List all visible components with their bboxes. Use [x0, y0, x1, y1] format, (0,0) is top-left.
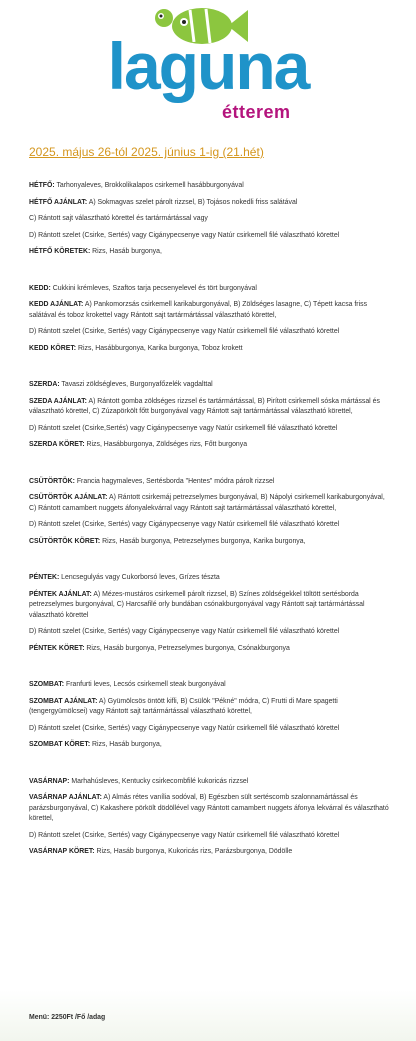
menu-line [29, 724, 389, 735]
menu-line [29, 520, 389, 531]
menu-line [29, 477, 389, 488]
menu-line-text: Tavaszi zöldségleves, Burgonyafőzelék vagdalttal [59, 381, 213, 388]
menu-line-label: KEDD: [29, 284, 51, 292]
menu-line-label: HÉTFŐ: [29, 182, 55, 189]
menu-line [29, 847, 389, 858]
menu-line-label: KEDD KÖRET: [29, 344, 77, 352]
menu-line-label: PÉNTEK: [29, 574, 60, 581]
menu-line-text: A) Sokmagvas szelet párolt rizzsel, B) Tojásos nokedli friss salátával [87, 198, 298, 206]
menu-line-text: C) Rántott sajt választható körettel és tartármártással vagy [29, 215, 208, 222]
day-block [29, 680, 389, 751]
menu-line-text: Rizs, Hasáb burgonya, [90, 741, 162, 748]
menu-content [29, 181, 389, 884]
menu-line-text: D) Rántott szelet (Csirke, Sertés) vagy Cigánypecsenye vagy Natúr csirkemell filé választható körettel [29, 328, 340, 335]
menu-line-text: A) Gyümölcsös öntött kifli, B) Csülök "Pékné" módra, C) Frutti di Mare spagetti (tengergyümölcsei) vagy Rántott sajt tartármártással választható körettel, [29, 697, 338, 715]
logo-wordmark: laguna [107, 29, 309, 103]
menu-line [29, 397, 389, 418]
menu-line-label: HÉTFŐ KÖRETEK: [29, 248, 91, 255]
menu-line-text: D) Rántott szelet (Csirke, Sertés) vagy Cigánypecsenye vagy Natúr csirkemell filé választható körettel [29, 628, 340, 635]
day-block [29, 284, 389, 355]
menu-line [29, 344, 389, 355]
menu-line-label: CSÜTÖRTÖK: [29, 477, 75, 485]
menu-line [29, 627, 389, 638]
menu-line [29, 440, 389, 451]
menu-line [29, 793, 389, 825]
menu-line-label: SZERDA KÖRET: [29, 441, 85, 448]
menu-line-text: D) Rántott szelet (Csirke, Sertés) vagy Cigánypecsenye vagy Natúr csirkemell filé választható körettel [29, 724, 340, 732]
logo [0, 0, 416, 135]
menu-line-text: Franfurti leves, Lecsós csirkemell steak burgonyával [64, 681, 226, 688]
menu-line-text: Rizs, Hasáb burgonya, Kukoricás rizs, Parázsburgonya, Dödölle [94, 848, 293, 855]
menu-line [29, 777, 389, 788]
menu-line [29, 380, 389, 391]
menu-line [29, 181, 389, 192]
menu-line-label: CSÜTÖRTÖK AJÁNLAT: [29, 494, 108, 501]
menu-line-label: SZERDA: [29, 381, 60, 388]
menu-line-text: A) Rántott csirkemáj petrezselymes burgonyával, B) Nápolyi csirkemell karikaburgonyával, C) Rántott camambert nuggets áfonyalekvárral vagy Rántott sajt tartármártással választható körettel, [29, 494, 385, 512]
menu-line-text: Tarhonyaleves, Brokkolikalapos csirkemell hasábburgonyával [54, 182, 244, 189]
logo-subtitle: étterem [222, 102, 291, 122]
menu-line [29, 300, 389, 321]
menu-line [29, 424, 389, 435]
menu-line-text: Rizs, Hasáb burgonya, [90, 248, 162, 255]
menu-line-text: Rizs, Hasábburgonya, Karika burgonya, Toboz krokett [76, 344, 243, 352]
menu-line-label: VASÁRNAP KÖRET: [29, 848, 95, 855]
menu-line-label: PÉNTEK KÖRET: [29, 644, 85, 652]
menu-line [29, 590, 389, 622]
menu-line-text: Cukkini krémleves, Szaftos tarja pecsenyelevel és tört burgonyával [50, 284, 257, 292]
menu-line-text: D) Rántott szelet (Csirke,Sertés) vagy Cigánypecsenye vagy Natúr csirkemell filé választható körettel [29, 424, 338, 432]
menu-line-text: D) Rántott szelet (Csirke, Sertés) vagy Cigánypecsenye vagy Natúr csirkemell filé választható körettel [29, 831, 340, 839]
menu-line [29, 573, 389, 584]
menu-line-text: A) Pankomorzsás csirkemell karikaburgonyával, B) Zöldséges lasagne, C) Tépett kacsa friss salátával és toboz krokettel vagy Rántott sajt tartármártással választható körettel, [29, 301, 368, 319]
menu-line [29, 831, 389, 842]
menu-line [29, 198, 389, 209]
menu-line [29, 214, 389, 225]
menu-line-label: SZEDA AJÁNLAT: [29, 397, 87, 405]
menu-line-label: SZOMBAT: [29, 681, 65, 688]
week-title: 2025. május 26-tól 2025. június 1-ig (21.hét) [29, 145, 264, 159]
menu-line-text: D) Rántott szelet (Csirke, Sertés) vagy Cigánypecsenye vagy Natúr csirkemell filé választható körettel [29, 521, 340, 528]
day-block [29, 181, 389, 258]
menu-line-label: KEDD AJÁNLAT: [29, 301, 84, 308]
menu-line-label: VASÁRNAP AJÁNLAT: [29, 794, 102, 801]
menu-line-text: A) Mézes-mustáros csirkemell párolt rizzsel, B) Színes zöldségekkel töltött sertésborda petrezselymes burgonyával, C) Harcsafilé orly bundában csónakburgonyával vagy Rántott sajt tartármártással választható körettel [29, 590, 365, 619]
menu-line [29, 284, 389, 295]
menu-line-label: HÉTFŐ AJÁNLAT: [29, 198, 88, 206]
menu-line [29, 680, 389, 691]
menu-line-text: Lencsegulyás vagy Cukorborsó leves, Grízes tészta [59, 574, 220, 581]
menu-line [29, 231, 389, 242]
menu-line [29, 740, 389, 751]
menu-line-text: A) Rántott gomba zöldséges rizzsel és tartármártással, B) Pirított csirkemell sóska mártással és választható körettel, C) Zúzapörkölt főtt burgonyával vagy Rántott sajt tartármártással választható körettel, [29, 397, 380, 415]
menu-line-label: SZOMBAT KÖRET: [29, 741, 91, 748]
day-block [29, 573, 389, 654]
menu-line-text: D) Rántott szelet (Csirke, Sertés) vagy Cigánypecsenye vagy Natúr csirkemell filé választható körettel [29, 231, 340, 239]
menu-line-label: VASÁRNAP: [29, 777, 70, 785]
day-block [29, 477, 389, 548]
menu-line [29, 537, 389, 548]
day-block [29, 380, 389, 451]
menu-line-text: Rizs, Hasábburgonya, Zöldséges rizs, Főtt burgonya [84, 441, 248, 448]
menu-line [29, 247, 389, 258]
menu-line [29, 493, 389, 514]
menu-line-text: Rizs, Hasáb burgonya, Petrezselymes burgonya, Karika burgonya, [100, 537, 306, 545]
menu-line [29, 697, 389, 718]
menu-line-text: Marhahúsleves, Kentucky csirkecombfilé kukoricás rizzsel [69, 777, 249, 785]
day-block [29, 777, 389, 858]
menu-line-label: SZOMBAT AJÁNLAT: [29, 697, 98, 705]
menu-line-label: PÉNTEK AJÁNLAT: [29, 590, 92, 598]
menu-line-text: Francia hagymaleves, Sertésborda "Hentes" módra párolt rizzsel [74, 477, 275, 485]
menu-line [29, 327, 389, 338]
menu-line [29, 644, 389, 655]
menu-line-text: A) Almás rétes vanília sodóval, B) Egészben sült sertéscomb szalonnamártással és parázsburgonyával, C) Kakashere pörkölt dödöllével vagy Rántott camambert nuggets áfonya lekvárral és választható körettel, [29, 794, 389, 822]
price-footer: Menü: 2250Ft /Fő /adag [29, 1014, 106, 1021]
menu-line-label: CSÜTÖRTÖK KÖRET: [29, 537, 101, 545]
menu-line-text: Rizs, Hasáb burgonya, Petrezselymes burgonya, Csónakburgonya [84, 644, 290, 652]
